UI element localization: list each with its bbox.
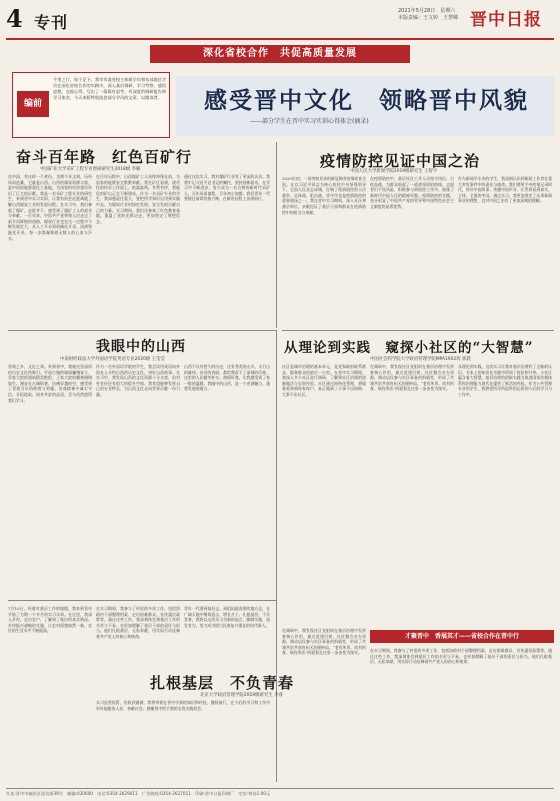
main-headline xyxy=(176,76,554,136)
article-1-column-2: 在百年历程中，山西煤矿工人始终冲锋在前，为国家的能源安全默默奉献。我在矿区看到，现代化的综采工作面上，机器轰鸣，井然有序，智能化的矿山正在不断建成。作为一名采矿专业的学生，我深感责任重大，要把所学知识运用到实践中去，为煤炭行业的绿色发展、安全发展贡献自己的力量。实习期间，我们还参观了红色教育基地，重温了党的光辉历史，更加坚定了理想信念。 xyxy=(96,174,180,224)
article-5-column-2: 在实习期间，我参与了村里的多项工作，包括协助村干部整理档案、走访困难群众、宣传惠民政策等。通过这些工作，我深刻体会到基层工作的辛苦与不易，也更加理解了基层干部的责任与担当。他们扎根基层，无私奉献，用实际行动诠释着共产党人的初心和使命。 xyxy=(96,606,180,639)
article-1-title: 奋斗百年路 红色百矿行 xyxy=(16,148,193,166)
masthead-rule xyxy=(6,38,554,40)
article-2-title: 疫情防控见证中国之治 xyxy=(320,152,481,170)
masthead-meta xyxy=(398,8,458,22)
section-divider xyxy=(8,330,276,331)
article-3-column-3: 从理论到实践，这次实习让我对基层治理有了全新的认识。书本上的知识在实践中得到了检验和升华。小社区蕴含着大智慧，基层治理的创新实践为推进国家治理体系和治理能力现代化提供了鲜活的经验。作为公共管理专业的学生，我将把所学所思所悟运用到今后的学习与工作中。 xyxy=(458,364,552,397)
article-2-column-1: 2020年初，一场突如其来的新冠肺炎疫情席卷全国。在以习近平同志为核心的党中央坚强领导下，全国人民众志成城，打响了疫情防控的人民战争、总体战、阻击战。晋中市也是疫情防控的重要战场之一。我在晋中实习期间，深入社区和基层单位，亲眼见证了基层干部和群众在疫情防控中的担当与奉献。 xyxy=(282,176,366,215)
article-4-column-1: 晋商之乡，文化之邦。来到晋中，我被这里深厚的历史文化所吸引。平遥古城的城墙巍峨耸立，乔家大院的建筑精美绝伦，王家大院的雕刻栩栩如生。漫步在古城街巷，仿佛穿越时空，感受到了晋商当年的辉煌与荣耀。晋商精神中诚实守信、开拓进取、同舟共济的品质，至今仍然值得我们学习。 xyxy=(8,364,92,403)
article-5-column-1: 7月10日，怀着对基层工作的憧憬，我来到晋中开始了为期一个多月的实习实训。在这里，我深入乡村，走访农户，了解到了基层的真实情况。乡村振兴战略的实施，让农村面貌焕然一新，农民的生活水平不断提高。 xyxy=(8,606,92,634)
article-3-column-1: 社区是城市治理的基本单元，是党和政府联系群众、服务群众的最后一公里。在晋中实习期间，我深入多个社区进行调研，了解到社区治理的创新做法与宝贵经验。社区通过网格化管理，将服务延伸到每家每户，真正做到了小事不出网格、大事不出社区。 xyxy=(282,364,366,397)
date-line: 2021年5月28日 星期六 xyxy=(398,8,456,14)
article-4-column-2: 作为一名外国语学院的学生，我尝试用英语向外国友人介绍山西的历史文化，讲好山西故事。在实习中，我发现山西的文化资源十分丰富，但对外宣传还有很大的提升空间。我希望能够发挥自己的专业特长，为山西文化走向世界贡献一份力量。 xyxy=(96,364,180,397)
editor-line: 本版责编：王文婷 王慧卿 xyxy=(398,15,459,21)
masthead xyxy=(6,4,554,38)
editor-note-tag: 编前 xyxy=(17,91,49,117)
article-1-column-1: 在中国，有这样一个省份，坐拥千年文明，历经风雨沧桑，它就是山西。山西的煤炭资源丰富，是中国的能源重化工基地，为国家的经济建设作出了巨大的贡献。我是一名采矿工程专业的研究生，来到晋中实习实训，让我有机会近距离地了解山西煤炭工业的发展历程。在实习中，我们参观了煤矿，走进井下，感受到了煤矿工人的艰辛与奉献。一百年来，中国共产党带领人民走过了艰辛而辉煌的道路，煤炭行业也在这一过程中不断发展壮大，从人工开采到机械化开采，再到智能化开采，每一步都凝聚着无数人的心血与汗水。 xyxy=(8,174,92,241)
bottom-ribbon: 才聚晋中 香展其才——省校合作在晋中行 xyxy=(370,630,554,643)
section-divider xyxy=(8,600,276,601)
article-3-column-2: 在调研中，我发现社区党组织在基层治理中发挥着核心作用。通过党建引领，社区整合各方资源，调动居民参与社区事务的积极性，形成了共建共治共享的社区治理格局。“老有所养、幼有所育、病有所医”的愿景在这里一步步变为现实。 xyxy=(370,364,454,392)
article-4-author: 中南财经政法大学外国语学院英语专业2020级 王莹莹 xyxy=(60,357,165,362)
ribbon-article-body: 在实习期间，我参与了村里的多项工作，包括协助村干部整理档案、走访困难群众、宣传惠民政策等。通过这些工作，我深刻体会到基层工作的辛苦与不易，也更加理解了基层干部的责任与担当。他们扎根基层，无私奉献，用实际行动诠释着共产党人的初心和使命。 xyxy=(370,648,552,665)
top-banner: 深化省校合作 共促高质量发展 xyxy=(150,45,410,63)
newspaper-logo: 晋中日报 xyxy=(470,10,542,30)
article-1-column-3: 通过这次实习，我对煤矿行业有了更深的认识。我将牢记习近平总书记的嘱托，坚持创新驱动，在学习中不断进步，努力成为一名合格的新时代采矿人。百年风雨兼程，百年初心如磐，我们青年一代要接过前辈的接力棒，在新的征程上奋勇前行。 xyxy=(184,174,270,202)
article-3-continued: 在调研中，我发现社区党组织在基层治理中发挥着核心作用。通过党建引领，社区整合各方资源，调动居民参与社区事务的积极性，形成了共建共治共享的社区治理格局。“老有所养、幼有所育、病有所医”的愿景在这里一步步变为现实。 xyxy=(282,628,366,656)
page-number: 4 xyxy=(6,4,23,33)
article-3-author: 中国社会科学院大学政府管理学院MPA1902班 郭晨 xyxy=(370,357,471,362)
article-5-column-3: 青年一代要到基层去，到祖国最需要的地方去，在广阔天地中锤炼意志、增长才干。扎根基层，不负青春，我将以这次实习为新的起点，脚踏实地，奋发有为，努力成为堪当民族复兴重任的时代新人。 xyxy=(184,606,270,628)
main-headline-subtitle: ——部分学生在晋中实习实训心得体会(摘录) xyxy=(250,118,369,125)
article-2-column-2: 在疫情防控中，基层社区工作人员坚守岗位，日夜奋战，为群众筑起了一道道坚固的防线。志愿者们不畏风险，积极参与到防控工作中，展现了新时代中国人民的精神风貌。疫情防控的实践，充分彰显了中国共产党的领导和中国特色社会主义制度的显著优势。 xyxy=(370,176,454,209)
editor-note xyxy=(12,72,170,138)
article-5-column-4: 实习虽然短暂，但收获满满。我将带着在晋中学到的知识和经验，继续前行，在今后的学习和工作中更好地服务人民、奉献社会。感谢晋中给予我的宝贵实践机会。 xyxy=(96,700,270,711)
main-headline-title: 感受晋中文化 领略晋中风貌 xyxy=(204,87,529,114)
article-2-column-3: 作为新闻学专业的学生，我深刻认识到新闻工作者在重大突发事件中的责任与使命。我们要用手中的笔记录时代，讲好中国故事，传播中国声音，让世界看到真实、立体、全面的中国。通过实习，我更加坚定了从事新闻事业的理想，也对中国之治有了更加深刻的理解。 xyxy=(458,176,552,204)
article-2-author: 中国人民大学新闻学院2019级研究生 王智宇 xyxy=(350,169,438,174)
article-5-title: 扎根基层 不负青春 xyxy=(150,674,295,692)
page-footer: 社址:晋中市榆次区迎宾街39号 邮编:030600 电话:0354-2629011 广告热线:0354-2627011 印刷:晋中日报印刷厂 定价:每份1.00元 xyxy=(6,788,554,798)
section-name: 专刊 xyxy=(34,13,69,32)
article-4-column-3: 山西不仅有悠久的历史，还有秀美的山川。太行山的雄伟、汾河的秀丽，都给我留下了深刻的印象。这里的人民勤劳朴实、热情好客，让我感受到了家一般的温暖。我眼中的山西，是一个充满魅力、蓬勃发展的地方。 xyxy=(184,364,270,392)
section-divider xyxy=(282,330,554,331)
article-5-author: 北京大学政府管理学院2019级研究生 李睿 xyxy=(200,693,283,698)
article-1-author: 中国矿业大学采矿工程专业智硕研究生2018级 李楠 xyxy=(40,167,141,172)
column-divider xyxy=(276,142,277,328)
article-3-title: 从理论到实践 窥探小社区的“大智慧” xyxy=(284,340,534,356)
column-divider xyxy=(276,330,277,782)
article-4-title: 我眼中的山西 xyxy=(96,339,186,355)
editor-note-text: 千里之行，始于足下。我市市委党校主体班学员和东部地区学员在深化省校合作的实践中，深入基层调研，学习考察，感悟思想，交流心得，写出了一篇篇有思考、有深度的调研报告和学习体会，今天本版特别选登部分学员的文章，以飨读者。 xyxy=(53,77,167,100)
